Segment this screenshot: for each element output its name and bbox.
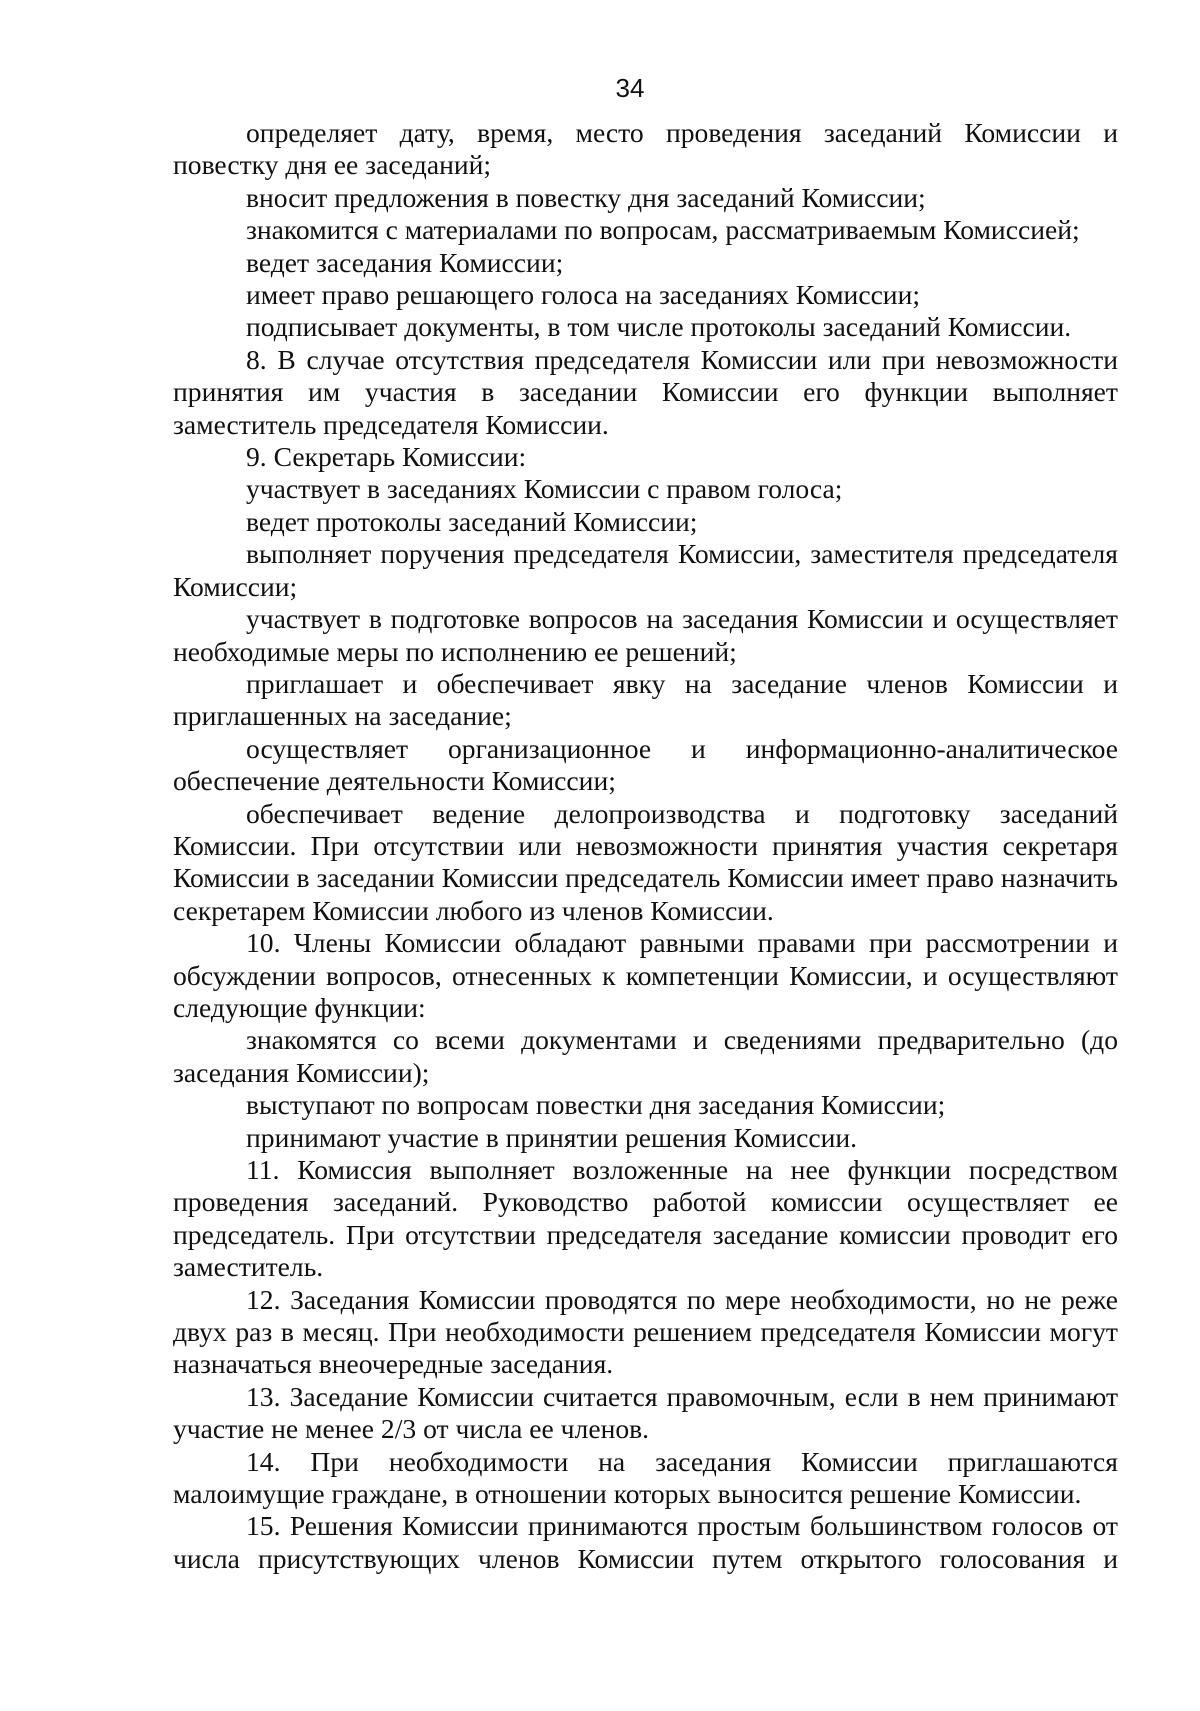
paragraph-item-13: 13. Заседание Комиссии считается правомочным, если в нем принимают участие не менее 2/3 от числа ее членов. [173, 1380, 1118, 1445]
paragraph-members-speak: выступают по вопросам повестки дня заседания Комиссии; [246, 1089, 946, 1121]
paragraph-item-14: 14. При необходимости на заседания Комиссии приглашаются малоимущие граждане, в отношении которых выносится решение Комиссии. [173, 1445, 1118, 1510]
paragraph-item-8: 8. В случае отсутствия председателя Комиссии или при невозможности принятия им участия в заседании Комиссии его функции выполняет заместитель председателя Комиссии. [173, 343, 1118, 440]
paragraph-members-decide: принимают участие в принятии решения Комиссии. [246, 1121, 858, 1153]
paragraph-item-15: 15. Решения Комиссии принимаются простым большинством голосов от числа присутствующих членов Комиссии путем открытого голосования и [173, 1510, 1118, 1574]
paragraph-item-11: 11. Комиссия выполняет возложенные на нее функции посредством проведения заседаний. Руководство работой комиссии осуществляет ее председатель. При отсутствии председателя заседание комиссии проводит его заместитель. [173, 1154, 1118, 1283]
paragraph-item-10: 10. Члены Комиссии обладают равными правами при рассмотрении и обсуждении вопросов, отнесенных к компетенции Комиссии, и осуществляют следующие функции: [173, 927, 1118, 1023]
paragraph-chair-duties-vote: имеет право решающего голоса на заседаниях Комиссии; [246, 279, 921, 311]
paragraph-item-9: 9. Секретарь Комиссии: [246, 441, 527, 473]
paragraph-item-12: 12. Заседания Комиссии проводятся по мере необходимости, но не реже двух раз в месяц. При необходимости решением председателя Комиссии могут назначаться внеочередные заседания. [173, 1283, 1118, 1380]
paragraph-secretary-minutes: ведет протоколы заседаний Комиссии; [246, 505, 698, 537]
paragraph-secretary-preparation: участвует в подготовке вопросов на заседания Комиссии и осуществляет необходимые меры по исполнению ее решений; [173, 603, 1118, 667]
paragraph-chair-duties-materials: знакомится с материалами по вопросам, рассматриваемым Комиссией; [246, 214, 1080, 246]
paragraph-chair-duties-agenda: вносит предложения в повестку дня заседаний Комиссии; [246, 181, 926, 213]
page-number: 34 [615, 73, 645, 103]
paragraph-members-documents: знакомятся со всеми документами и сведениями предварительно (до заседания Комиссии); [173, 1024, 1118, 1088]
document-body [173, 117, 1118, 1575]
paragraph-secretary-records: обеспечивает ведение делопроизводства и подготовку заседаний Комиссии. При отсутствии или невозможности принятия участия секретаря Комиссии в заседании Комиссии председатель Комиссии имеет право назначить секретарем Комиссии любого из членов Комиссии. [173, 797, 1118, 926]
paragraph-secretary-instructions: выполняет поручения председателя Комиссии, заместителя председателя Комиссии; [173, 538, 1118, 602]
paragraph-secretary-support: осуществляет организационное и информационно-аналитическое обеспечение деятельности Комиссии; [173, 732, 1118, 797]
paragraph-secretary-invites: приглашает и обеспечивает явку на заседание членов Комиссии и приглашенных на заседание; [173, 667, 1118, 732]
paragraph-chair-duties-signs: подписывает документы, в том числе протоколы заседаний Комиссии. [246, 311, 1072, 343]
paragraph-chair-duties-schedule: определяет дату, время, место проведения заседаний Комиссии и повестку дня ее заседаний; [173, 117, 1118, 181]
paragraph-chair-duties-leads: ведет заседания Комиссии; [246, 246, 564, 278]
paragraph-secretary-participates: участвует в заседаниях Комиссии с правом голоса; [246, 473, 843, 505]
